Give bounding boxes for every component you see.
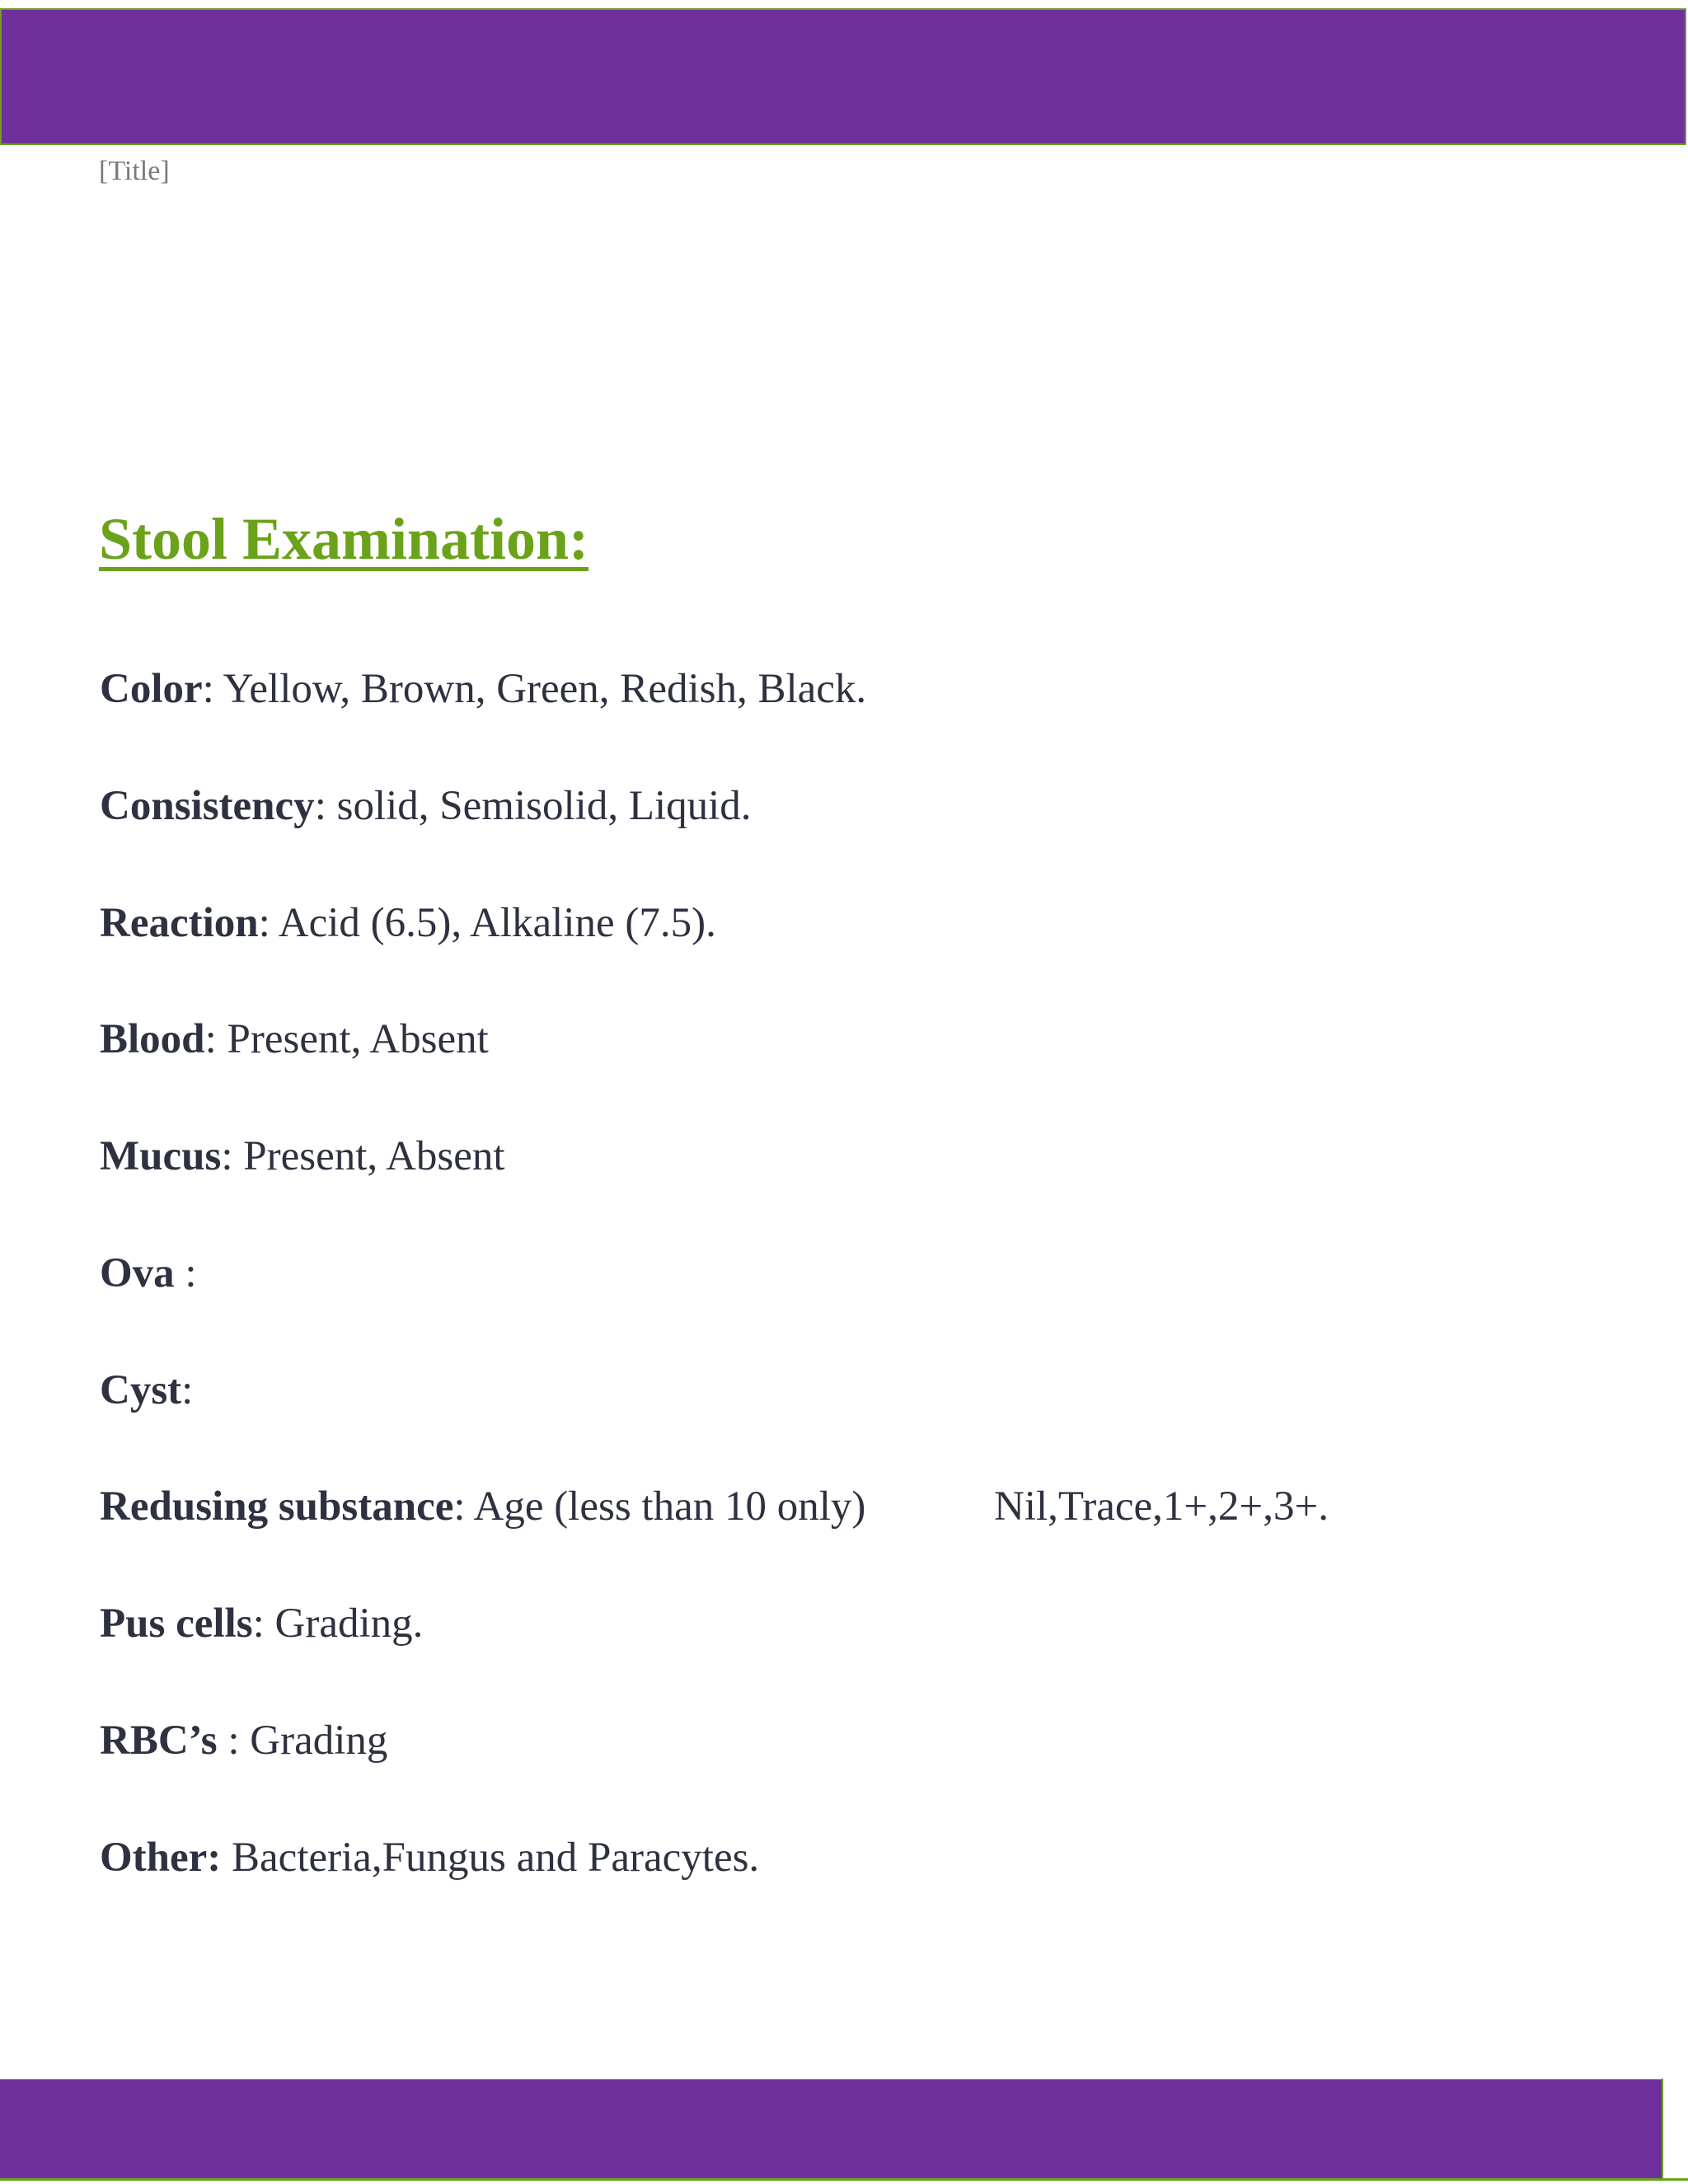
footer-edge-line <box>1662 2079 1663 2181</box>
field-color <box>100 664 866 714</box>
field-value: Grading <box>250 1718 388 1764</box>
field-rbcs <box>100 1716 387 1765</box>
field-separator: : <box>252 1601 275 1647</box>
field-separator: : <box>202 666 223 712</box>
field-label: Ova <box>100 1250 175 1296</box>
field-value: Present, Absent <box>243 1133 505 1179</box>
field-other <box>100 1833 759 1882</box>
field-separator: : <box>181 1367 194 1413</box>
field-label: Blood <box>100 1016 205 1062</box>
field-label: Color <box>100 666 203 712</box>
field-separator: : <box>314 783 337 829</box>
field-separator: : <box>217 1718 251 1764</box>
field-value: solid, Semisolid, Liquid. <box>336 783 752 829</box>
footer-accent-line <box>0 2178 1688 2181</box>
field-value: Present, Absent <box>227 1016 489 1062</box>
field-separator: : <box>204 1016 227 1062</box>
field-label: Mucus <box>100 1133 222 1179</box>
field-separator: : <box>453 1483 474 1530</box>
field-value: Grading. <box>274 1601 424 1647</box>
field-label: Cyst <box>100 1367 182 1413</box>
field-separator: : <box>258 900 279 946</box>
field-label: Other: <box>100 1835 222 1881</box>
field-ova <box>100 1249 197 1298</box>
field-separator: : <box>174 1250 197 1296</box>
page-heading: Stool Examination: <box>99 506 589 572</box>
field-mucus <box>100 1132 505 1181</box>
field-blood <box>100 1015 489 1064</box>
field-label: Redusing substance <box>100 1483 454 1530</box>
field-value: Bacteria,Fungus and Paracytes. <box>232 1835 760 1881</box>
field-consistency <box>100 781 752 831</box>
field-pus-cells <box>100 1599 423 1648</box>
field-separator <box>221 1835 232 1881</box>
field-value: Yellow, Brown, Green, Redish, Black. <box>223 666 867 712</box>
field-label: Pus cells <box>100 1601 253 1647</box>
field-label: RBC’s <box>100 1718 218 1764</box>
header-band <box>0 8 1686 145</box>
field-label: Consistency <box>100 783 315 829</box>
field-value: Acid (6.5), Alkaline (7.5). <box>278 900 716 946</box>
title-placeholder[interactable]: [Title] <box>99 156 170 186</box>
field-separator: : <box>221 1133 244 1179</box>
field-cyst <box>100 1366 193 1415</box>
field-reaction <box>100 898 716 948</box>
field-reducing-substance <box>100 1482 1329 1531</box>
field-extra-value: Nil,Trace,1+,2+,3+. <box>994 1483 1329 1530</box>
field-value: Age (less than 10 only) <box>473 1483 866 1530</box>
footer-band <box>0 2079 1662 2180</box>
field-label: Reaction <box>100 900 259 946</box>
